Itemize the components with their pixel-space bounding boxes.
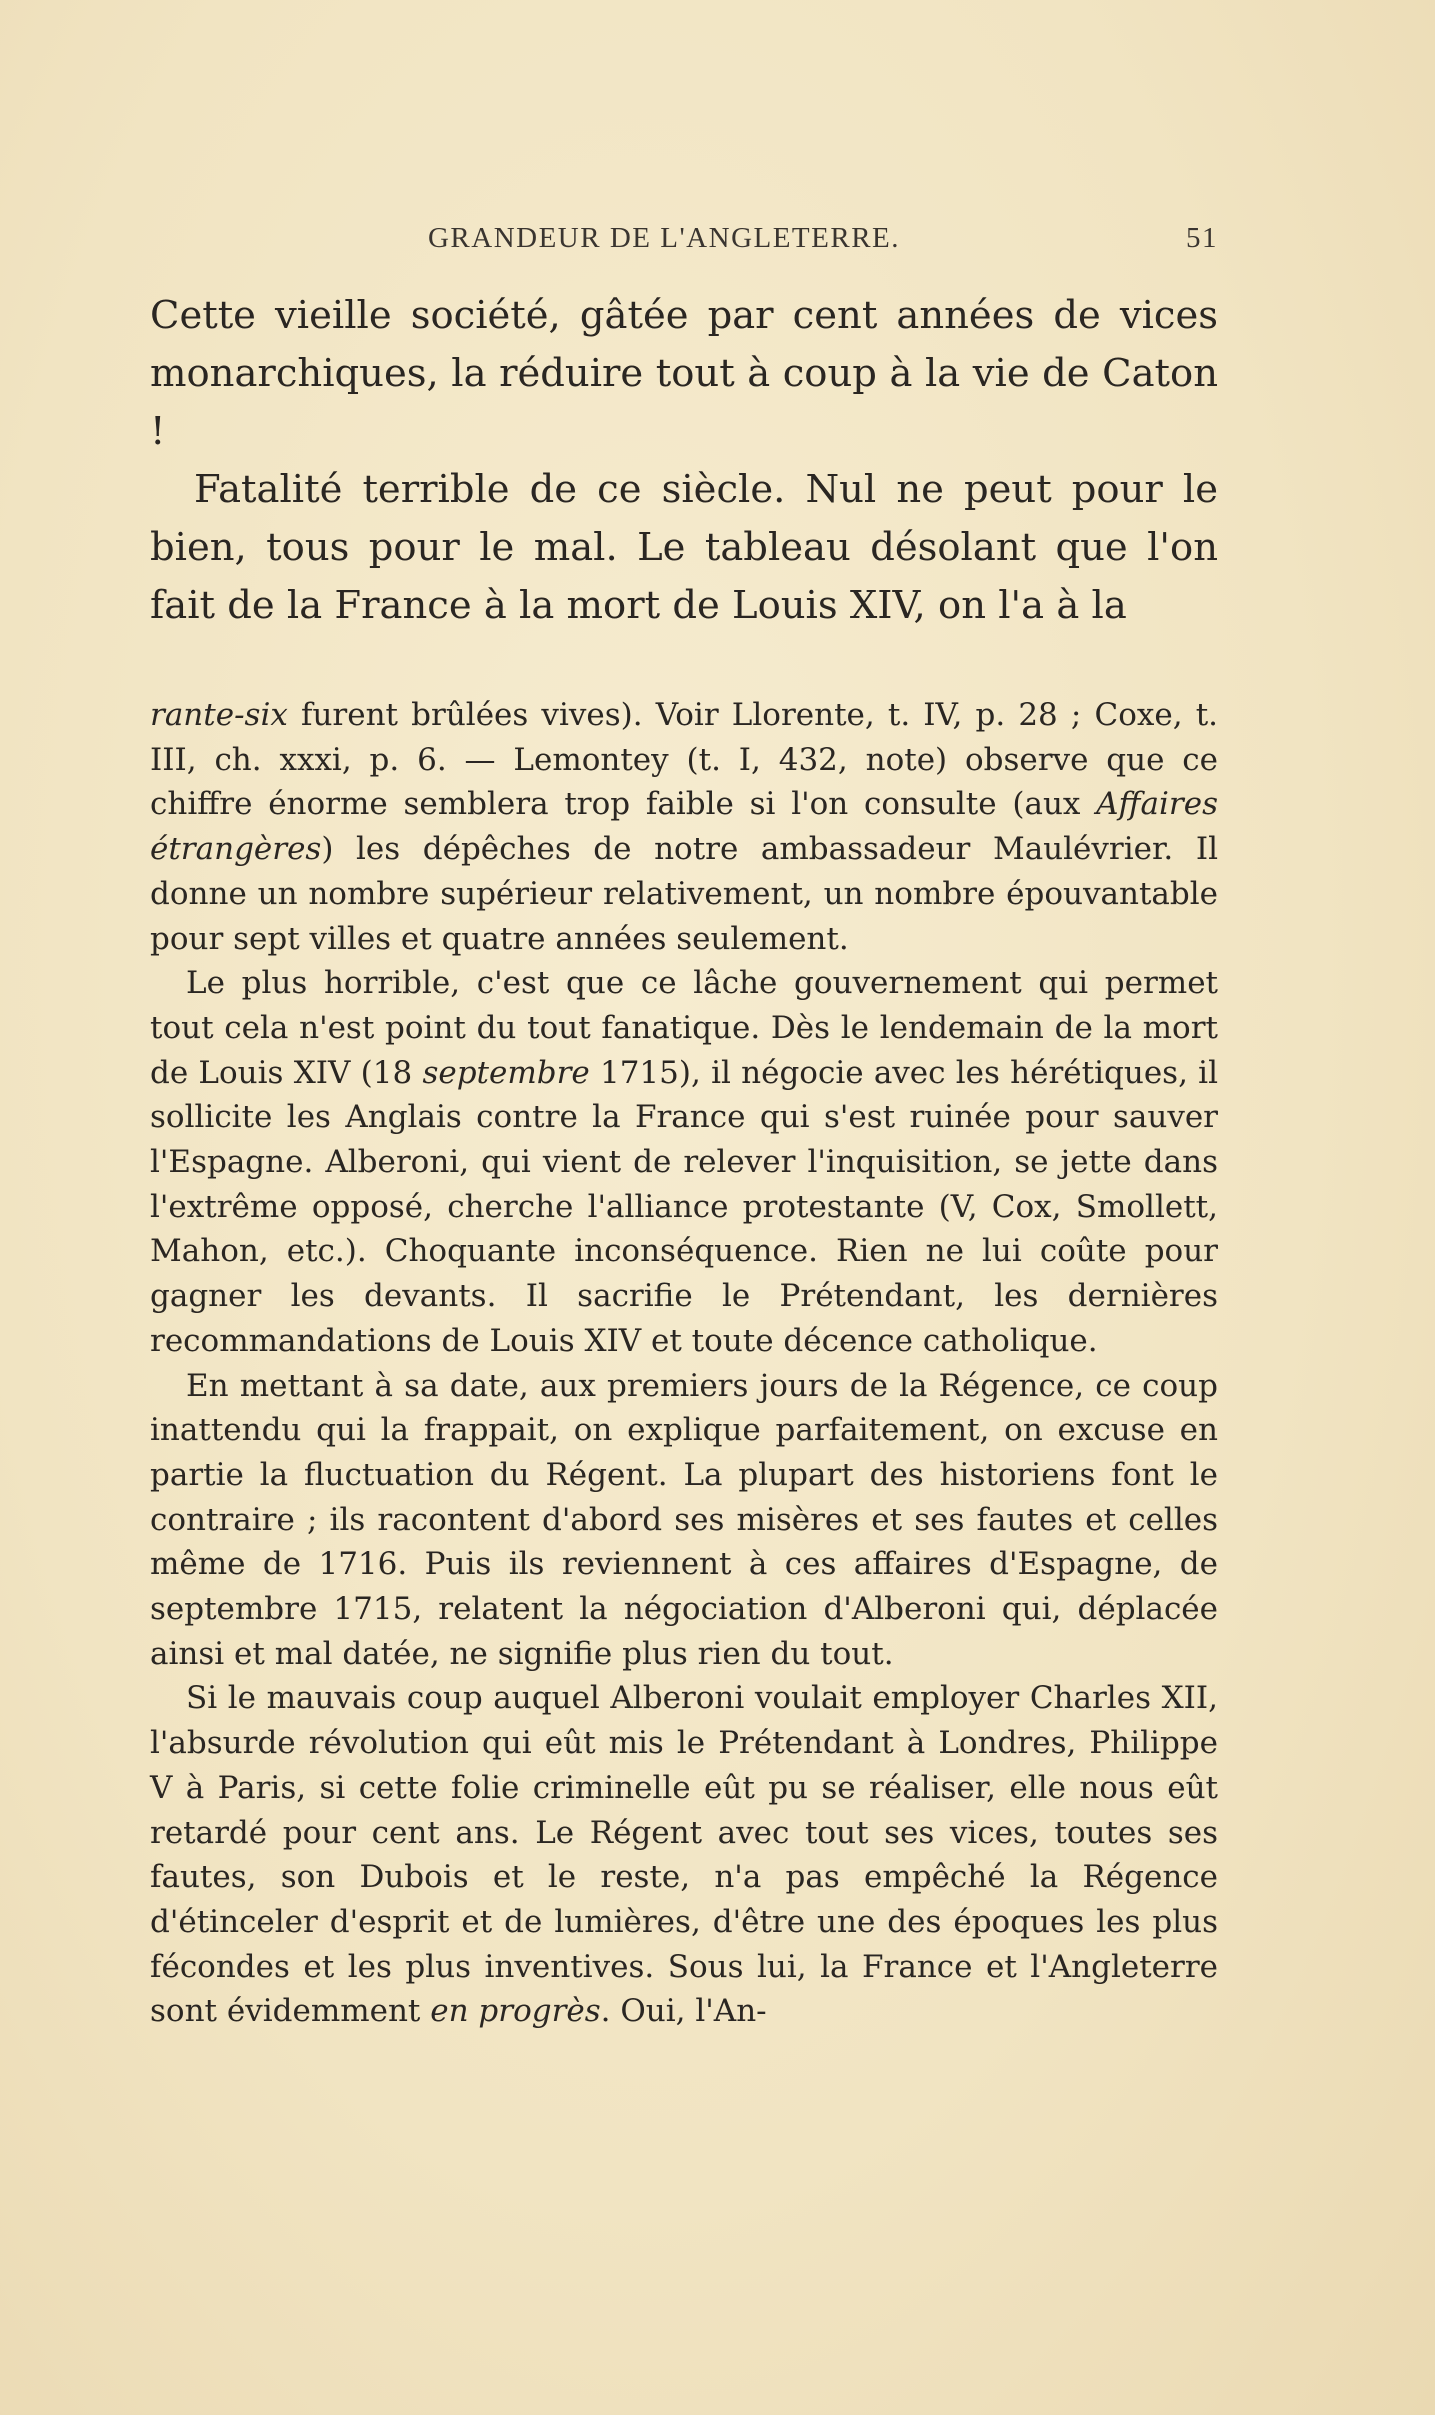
- footnotes: [150, 693, 1218, 2034]
- header-title: GRANDEUR DE L'ANGLETERRE.: [427, 222, 901, 254]
- main-paragraph-1: Cette vieille société, gâtée par cent années de vices monarchiques, la réduire tout à coup à la vie de Caton !: [150, 293, 1218, 454]
- note-text: . Oui, l'An-: [600, 1993, 767, 2030]
- note-paragraph-1: [150, 693, 1218, 961]
- note-italic-text: rante-six: [150, 697, 288, 733]
- running-header: [150, 222, 1218, 262]
- note-paragraph-2: [150, 961, 1218, 1363]
- main-paragraph-2: Fatalité terrible de ce siècle. Nul ne peut pour le bien, tous pour le mal. Le tableau désolant que l'on fait de la France à la mort de Louis XIV, on l'a à la: [150, 467, 1218, 628]
- note-text: furent brûlées vives). Voir Llorente, t. IV, p. 28 ; Coxe, t. III, ch. xxxi, p. 6. — Lemontey (t. I, 432, note) observe que ce chiffre énorme semblera trop faible si l'on consulte (aux: [150, 697, 1218, 823]
- note-italic-text: septembre: [422, 1054, 590, 1091]
- note-paragraph-3: En mettant à sa date, aux premiers jours de la Régence, ce coup inattendu qui la frappait, on explique parfaitement, on excuse en partie la fluctuation du Régent. La plupart des historiens font le contraire ; ils racontent d'abord ses misères et ses fautes et celles même de 1716. Puis ils reviennent à ces affaires d'Espagne, de septembre 1715, relatent la négociation d'Alberoni qui, déplacée ainsi et mal datée, ne signifie plus rien du tout.: [150, 1367, 1218, 1672]
- note-paragraph-4: [150, 1676, 1218, 2034]
- note-italic-text: en progrès: [430, 1993, 601, 2030]
- main-text: [150, 287, 1218, 635]
- note-italic-text: Affaires étrangères: [150, 786, 1218, 868]
- note-text: ) les dépêches de notre ambassadeur Maulévrier. Il donne un nombre supérieur relativement, un nombre épouvantable pour sept villes et quatre années seulement.: [150, 831, 1218, 957]
- note-text: 1715), il négocie avec les hérétiques, il sollicite les Anglais contre la France qui s'est ruinée pour sauver l'Espagne. Alberoni, qui vient de relever l'inquisition, se jette dans l'extrême opposé, cherche l'alliance protestante (V, Cox, Smollett, Mahon, etc.). Choquante inconséquence. Rien ne lui coûte pour gagner les devants. Il sacrifie le Prétendant, les dernières recommandations de Louis XIV et toute décence catholique.: [150, 1054, 1218, 1359]
- note-text: Si le mauvais coup auquel Alberoni voulait employer Charles XII, l'absurde révolution qui eût mis le Prétendant à Londres, Philippe V à Paris, si cette folie criminelle eût pu se réaliser, elle nous eût retardé pour cent ans. Le Régent avec tout ses vices, toutes ses fautes, son Dubois et le reste, n'a pas empêché la Régence d'étinceler d'esprit et de lumières, d'être une des époques les plus fécondes et les plus inventives. Sous lui, la France et l'Angleterre sont évidemment: [150, 1680, 1218, 2030]
- page-number: 51: [1186, 222, 1218, 254]
- note-text: Le plus horrible, c'est que ce lâche gouvernement qui permet tout cela n'est point du tout fanatique. Dès le lendemain de la mort de Louis XIV (18: [150, 965, 1218, 1091]
